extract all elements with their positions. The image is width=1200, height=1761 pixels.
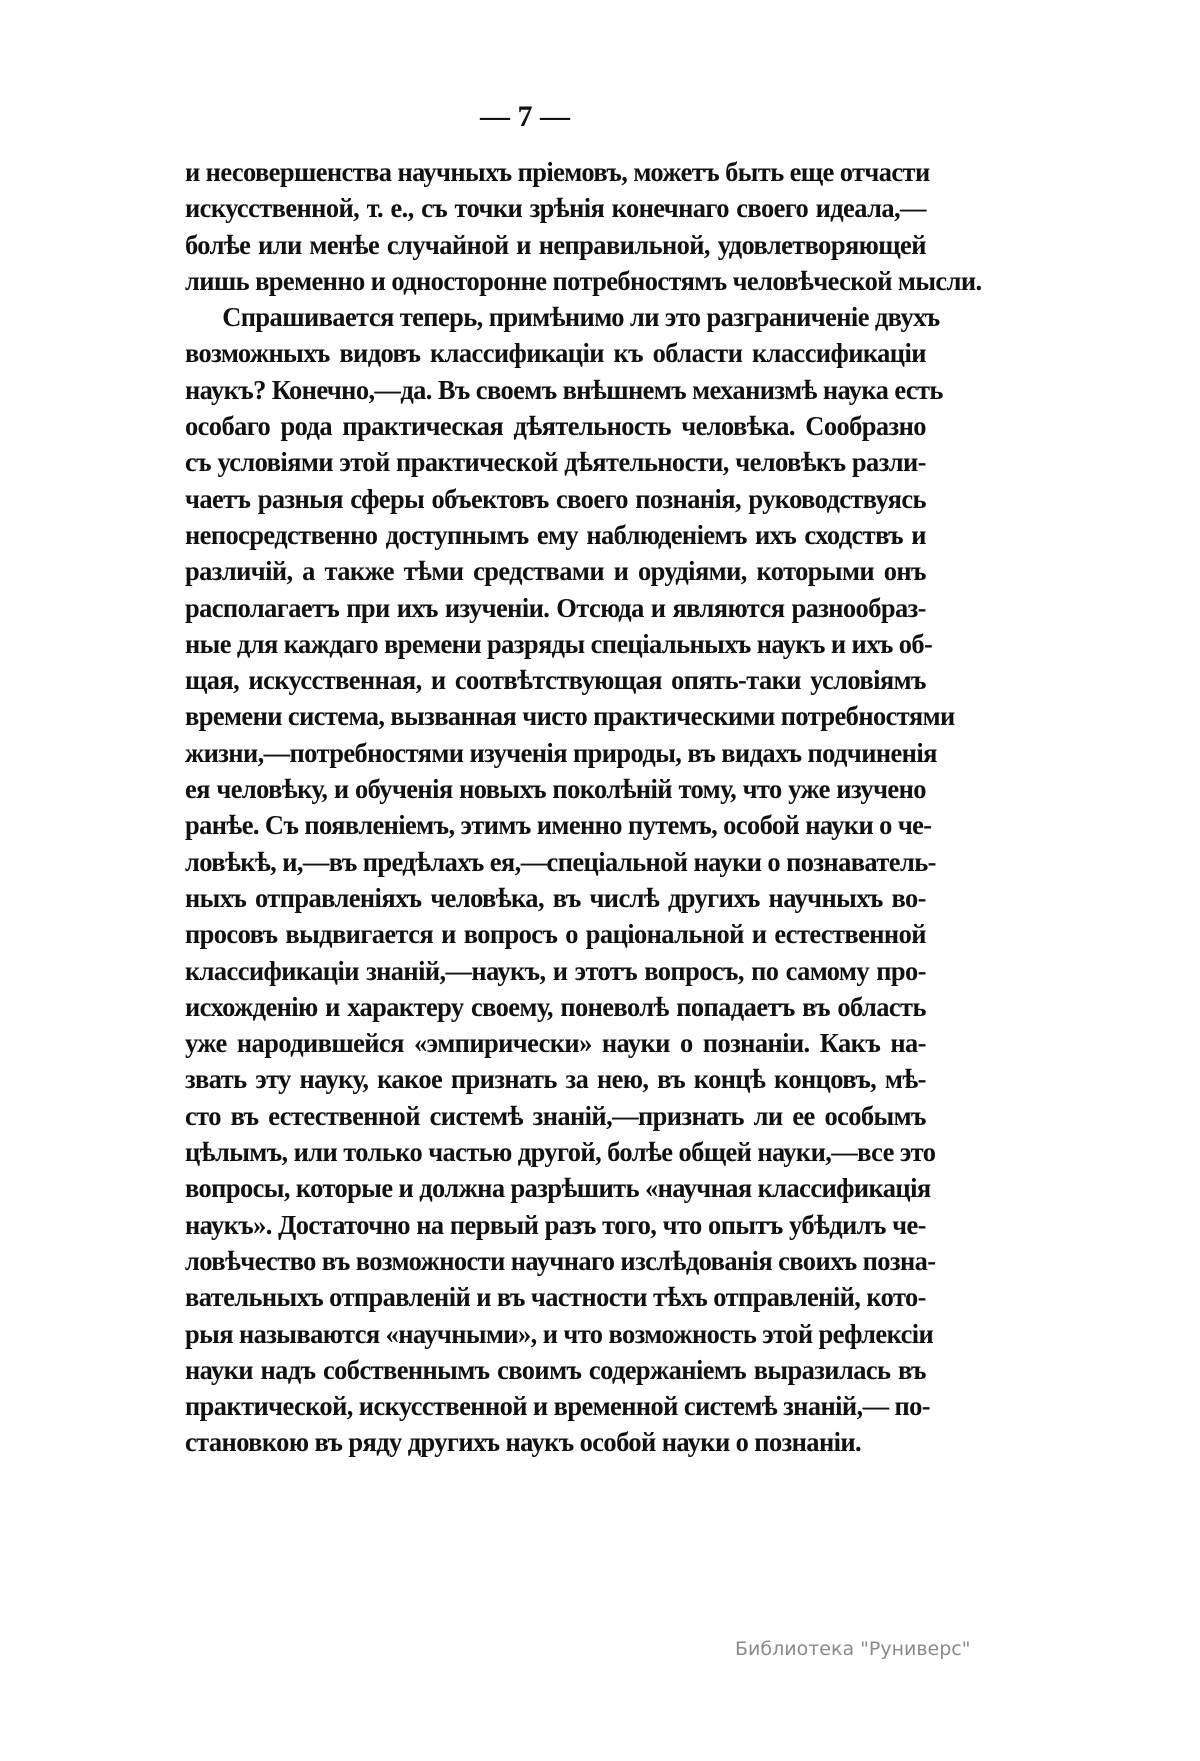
- text-line: рыя называются «научными», и что возможность этой рефлексіи: [185, 1318, 934, 1349]
- text-line: времени система, вызванная чисто практическими потребностями: [185, 701, 955, 732]
- text-line: практической, искусственной и временной системѣ знаній,— по-: [185, 1391, 930, 1422]
- text-line: Спрашивается теперь, примѣнимо ли это разграниченіе двухъ: [222, 302, 940, 333]
- text-line: возможныхъ видовъ классификаціи къ области классификаціи: [185, 338, 926, 369]
- library-watermark: Библиотека "Руниверс": [735, 1638, 971, 1660]
- text-line: располагаетъ при ихъ изученіи. Отсюда и являются разнообраз-: [185, 592, 926, 623]
- text-line: съ условіями этой практической дѣятельности, человѣкъ разли-: [185, 447, 926, 478]
- text-line: ловѣчество въ возможности научнаго изслѣдованія своихъ позна-: [185, 1245, 936, 1276]
- text-line: особаго рода практическая дѣятельность человѣка. Сообразно: [185, 411, 926, 442]
- text-line: звать эту науку, какое признать за нею, въ концѣ концовъ, мѣ-: [185, 1064, 926, 1095]
- text-line: исхожденію и характеру своему, поневолѣ попадаетъ въ область: [185, 991, 926, 1022]
- text-line: лишь временно и односторонне потребностямъ человѣческой мысли.: [185, 265, 982, 296]
- text-line: науки надъ собственнымъ своимъ содержаніемъ выразилась въ: [185, 1354, 926, 1385]
- page-number: — 7 —: [480, 100, 570, 133]
- text-line: щая, искусственная, и соотвѣтствующая опять-таки условіямъ: [185, 665, 926, 696]
- text-line: классификаціи знаній,—наукъ, и этотъ вопросъ, по самому про-: [185, 955, 926, 986]
- body-text: [185, 154, 982, 1461]
- text-line: ея человѣку, и обученія новыхъ поколѣній тому, что уже изучено: [185, 774, 926, 805]
- text-line: и несовершенства научныхъ пріемовъ, можетъ быть еще отчасти: [185, 157, 930, 187]
- text-line: непосредственно доступнымъ ему наблюденіемъ ихъ сходствъ и: [185, 519, 926, 550]
- text-line: жизни,—потребностями изученія природы, въ видахъ подчиненія: [185, 737, 937, 768]
- text-line: вательныхъ отправленій и въ частности тѣхъ отправленій, кото-: [185, 1282, 926, 1313]
- text-line: вопросы, которые и должна разрѣшить «научная классификація: [185, 1173, 931, 1204]
- text-line: болѣе или менѣе случайной и неправильной, удовлетворяющей: [185, 229, 926, 260]
- text-line: ныхъ отправленіяхъ человѣка, въ числѣ другихъ научныхъ во-: [185, 882, 926, 913]
- text-line: ные для каждаго времени разряды спеціальныхъ наукъ и ихъ об-: [185, 628, 933, 659]
- text-line: наукъ? Конечно,—да. Въ своемъ внѣшнемъ механизмѣ наука есть: [185, 374, 943, 405]
- text-line: сто въ естественной системѣ знаній,—признать ли ее особымъ: [185, 1100, 926, 1131]
- text-line: ранѣе. Съ появленіемъ, этимъ именно путемъ, особой науки о че-: [185, 810, 932, 841]
- text-line: различій, а также тѣми средствами и орудіями, которыми онъ: [185, 556, 926, 587]
- text-line: просовъ выдвигается и вопросъ о раціональной и естественной: [185, 919, 926, 950]
- text-line: искусственной, т. е., съ точки зрѣнія конечнаго своего идеала,—: [185, 193, 926, 224]
- text-line: цѣлымъ, или только частью другой, болѣе общей науки,—все это: [185, 1137, 936, 1168]
- text-line: уже народившейся «эмпирически» науки о познаніи. Какъ на-: [185, 1028, 926, 1059]
- text-line: ловѣкѣ, и,—въ предѣлахъ ея,—спеціальной науки о познаватель-: [185, 846, 936, 877]
- text-line: наукъ». Достаточно на первый разъ того, что опытъ убѣдилъ че-: [185, 1209, 926, 1240]
- text-line: чаетъ разныя сферы объектовъ своего познанія, руководствуясь: [185, 483, 926, 514]
- text-line: становкою въ ряду другихъ наукъ особой науки о познаніи.: [185, 1427, 862, 1458]
